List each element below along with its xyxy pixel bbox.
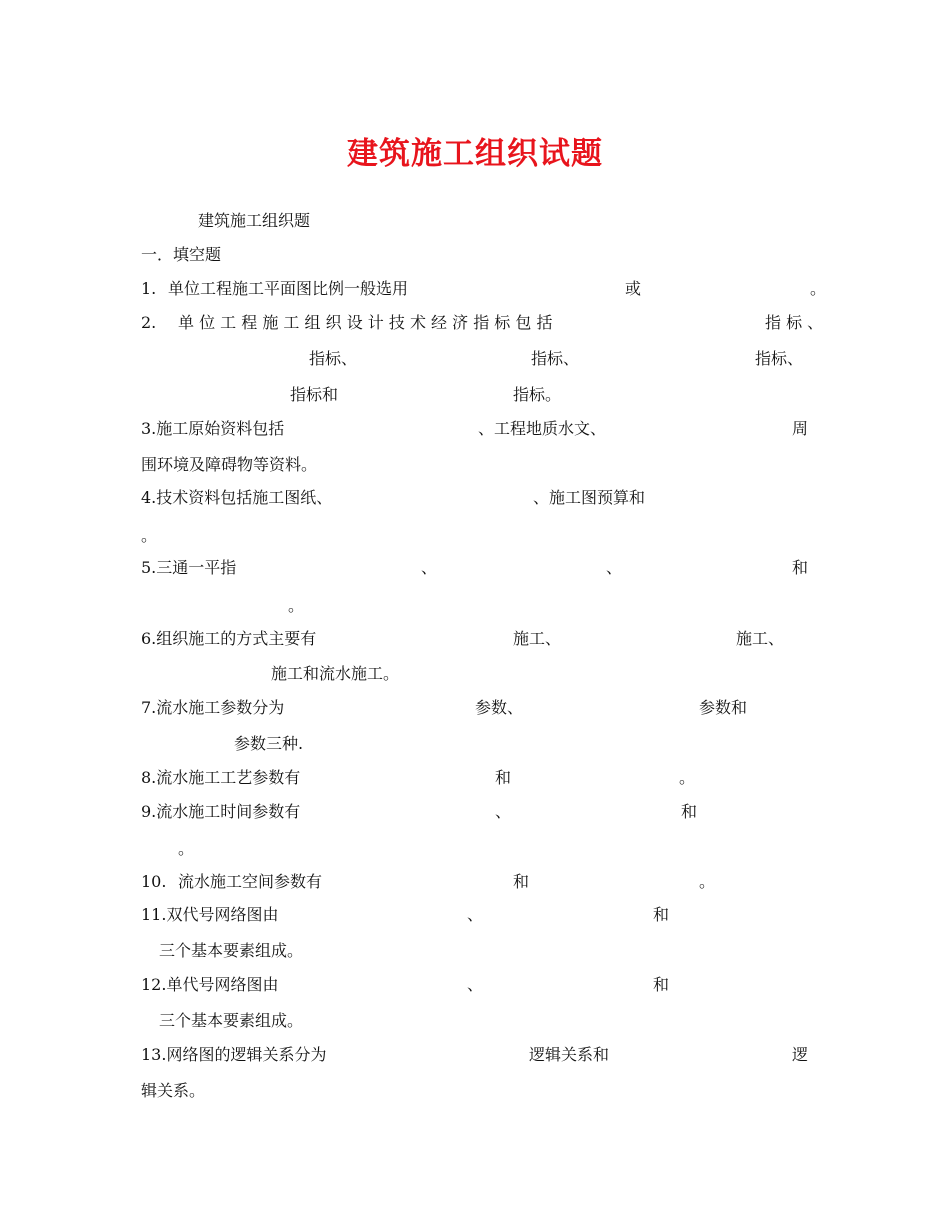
q2-end: 指 标 、: [765, 313, 824, 332]
q1-label: 1.: [141, 279, 157, 298]
q8-end: 。: [679, 768, 696, 787]
q9-sep1: 、: [495, 802, 512, 821]
q6-sep2: 施工、: [736, 629, 785, 648]
q12-continuation: 三个基本要素组成。: [159, 1011, 304, 1030]
q10-end: 。: [699, 872, 716, 891]
q3-text: 3.施工原始资料包括: [141, 419, 285, 438]
q11-text: 11.双代号网络图由: [141, 905, 279, 924]
q5-continuation: 。: [288, 596, 305, 615]
q11-sep1: 、: [467, 905, 484, 924]
q12-sep1: 、: [467, 975, 484, 994]
q13-end: 逻: [792, 1045, 809, 1064]
q4-text: 4.技术资料包括施工图纸、: [141, 488, 333, 507]
q10-sep1: 和: [513, 872, 530, 891]
q9-continuation: 。: [178, 839, 195, 858]
q5-sep2: 、: [606, 558, 623, 577]
q3-mid: 、工程地质水文、: [478, 419, 607, 438]
q10-text: 流水施工空间参数有: [178, 872, 323, 891]
document-title: 建筑施工组织试题: [347, 136, 603, 172]
q5-sep1: 、: [421, 558, 438, 577]
q2-line2-c: 指标、: [755, 349, 804, 368]
q13-sep1: 逻辑关系和: [529, 1045, 610, 1064]
q2-text: 单 位 工 程 施 工 组 织 设 计 技 术 经 济 指 标 包 括: [178, 313, 553, 332]
q3-continuation: 围环境及障碍物等资料。: [141, 455, 318, 474]
q1-text: 单位工程施工平面图比例一般选用: [168, 279, 409, 298]
document-subtitle: 建筑施工组织题: [198, 211, 311, 230]
q2-label: 2.: [141, 313, 157, 332]
q13-text: 13.网络图的逻辑关系分为: [141, 1045, 327, 1064]
q12-sep2: 和: [653, 975, 670, 994]
q2-line3-b: 指标。: [513, 385, 562, 404]
q11-continuation: 三个基本要素组成。: [159, 941, 304, 960]
q6-sep1: 施工、: [513, 629, 562, 648]
q3-end: 周: [792, 419, 809, 438]
q2-line2-b: 指标、: [531, 349, 580, 368]
q6-continuation: 施工和流水施工。: [271, 664, 400, 683]
q13-continuation: 辑关系。: [141, 1081, 206, 1100]
q10-label: 10.: [141, 872, 167, 891]
q5-text: 5.三通一平指: [141, 558, 237, 577]
q7-sep1: 参数、: [475, 698, 524, 717]
q1-separator: 或: [625, 279, 642, 298]
q11-sep2: 和: [653, 905, 670, 924]
section-heading: 一．填空题: [141, 245, 222, 264]
q9-sep2: 和: [681, 802, 698, 821]
q4-continuation: 。: [141, 526, 158, 545]
q12-text: 12.单代号网络图由: [141, 975, 279, 994]
q5-end: 和: [792, 558, 809, 577]
q7-continuation: 参数三种.: [234, 734, 304, 753]
q7-text: 7.流水施工参数分为: [141, 698, 285, 717]
q2-line2-a: 指标、: [309, 349, 358, 368]
q8-sep1: 和: [495, 768, 512, 787]
q4-mid: 、施工图预算和: [533, 488, 646, 507]
q6-text: 6.组织施工的方式主要有: [141, 629, 317, 648]
q7-sep2: 参数和: [699, 698, 748, 717]
q9-text: 9.流水施工时间参数有: [141, 802, 301, 821]
q2-line3-a: 指标和: [290, 385, 339, 404]
q1-end: 。: [810, 279, 827, 298]
q8-text: 8.流水施工工艺参数有: [141, 768, 301, 787]
